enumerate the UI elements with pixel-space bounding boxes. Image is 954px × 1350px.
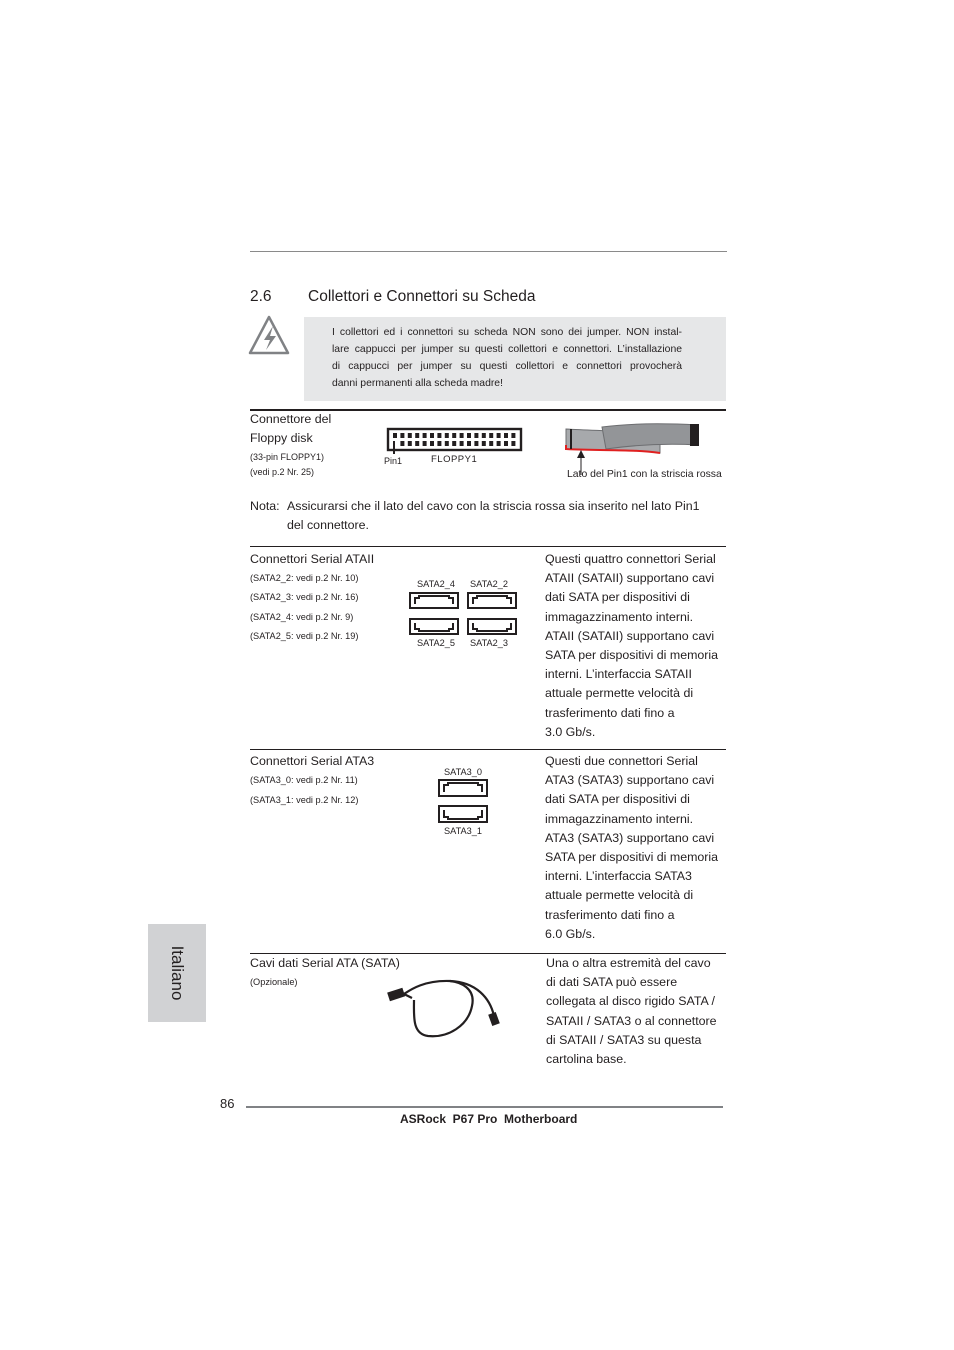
sata2-port-label: SATA2_4 xyxy=(417,579,455,589)
floppy-pin xyxy=(511,433,515,438)
sata2-port-label: SATA2_5 xyxy=(417,638,455,648)
floppy-pin xyxy=(437,433,441,438)
floppy-note-line: Assicurarsi che il lato del cavo con la striscia rossa sia inserito nel lato Pin1 xyxy=(287,499,700,513)
footer-product: ASRock P67 Pro Motherboard xyxy=(400,1112,578,1126)
sata-port-icon xyxy=(467,618,517,635)
sata-port-icon xyxy=(409,618,459,635)
sata2-desc-line: Questi quattro connettori Serial xyxy=(545,552,716,566)
floppy-pin xyxy=(497,433,501,438)
language-side-tab xyxy=(148,924,206,1022)
floppy-title-line: Connettore del xyxy=(250,412,332,426)
sata2-ref-line: (SATA2_2: vedi p.2 Nr. 10) xyxy=(250,573,359,583)
floppy-refs xyxy=(250,450,324,479)
warning-note-text xyxy=(332,324,682,392)
sata-cable-title: Cavi dati Serial ATA (SATA) xyxy=(250,956,400,970)
floppy-pin1-label: Pin1 xyxy=(384,456,403,466)
floppy-pin xyxy=(482,441,486,446)
page-number: 86 xyxy=(220,1096,235,1111)
floppy-pin xyxy=(489,441,493,446)
floppy-pin xyxy=(511,441,515,446)
sata3-desc-line: ATA3 (SATA3) supportano cavi xyxy=(545,830,715,845)
sata2-title: Connettori Serial ATAII xyxy=(250,552,375,566)
floppy-pin xyxy=(467,441,471,446)
sata2-desc-line: attuale permette velocità di xyxy=(545,686,694,701)
top-rule xyxy=(250,251,727,252)
sata3-title: Connettori Serial ATA3 xyxy=(250,754,375,768)
floppy-pin xyxy=(504,441,508,446)
sata-cable-desc-line: collegata al disco rigido SATA / xyxy=(546,994,715,1009)
section-title: Collettori e Connettori su Scheda xyxy=(308,288,536,305)
sata-cable-desc-line: SATAII / SATA3 o al connettore xyxy=(546,1013,717,1028)
sata2-port-label: SATA2_3 xyxy=(470,638,508,648)
sata-cable-sub: (Opzionale) xyxy=(250,977,298,987)
floppy-note-line: del connettore. xyxy=(287,518,369,533)
sata3-desc-line: 6.0 Gb/s. xyxy=(545,926,596,941)
floppy-note-text xyxy=(287,497,700,535)
sata2-desc-line: dati SATA per dispositivi di xyxy=(545,590,690,605)
floppy-pin xyxy=(467,433,471,438)
floppy-pin xyxy=(504,433,508,438)
sata3-refs xyxy=(250,771,358,810)
floppy-pin xyxy=(408,433,412,438)
sata3-desc-line: interni. L’interfaccia SATA3 xyxy=(545,869,692,884)
floppy-pin xyxy=(400,433,404,438)
floppy-pin1-marker xyxy=(393,441,395,454)
sata2-desc-line: ATAII (SATAII) supportano cavi xyxy=(545,628,715,643)
floppy-cable-caption: Lato del Pin1 con la striscia rossa xyxy=(567,469,722,480)
warning-line: danni permanenti alla scheda madre! xyxy=(332,378,503,389)
sata2-desc-line: interni. L’interfaccia SATAII xyxy=(545,667,692,682)
floppy-pin xyxy=(452,433,456,438)
sata2-desc-line: 3.0 Gb/s. xyxy=(545,724,596,739)
floppy-pin xyxy=(400,441,404,446)
floppy-title xyxy=(250,410,331,448)
sata3-ref-line: (SATA3_1: vedi p.2 Nr. 12) xyxy=(250,795,359,805)
warning-line: I collettori ed i connettori su scheda NON sono dei jumper. NON instal- xyxy=(332,327,682,338)
language-tab-label: Italiano xyxy=(168,945,187,1001)
sata3-rule xyxy=(250,749,726,750)
sata2-desc-line: ATAII (SATAII) supportano cavi xyxy=(545,571,715,586)
sata2-port-label: SATA2_2 xyxy=(470,579,508,589)
floppy-pin xyxy=(445,433,449,438)
sata2-ref-line: (SATA2_4: vedi p.2 Nr. 9) xyxy=(250,611,354,622)
floppy-pin xyxy=(415,433,419,438)
floppy-title-line: Floppy disk xyxy=(250,431,313,446)
floppy-pin xyxy=(482,433,486,438)
sata-cable-desc-line: di dati SATA può essere xyxy=(546,975,678,990)
warning-line: lare cappucci per jumper su questi collettori e connettori. L’installazione xyxy=(332,344,682,355)
sata3-desc-line: Questi due connettori Serial xyxy=(545,754,698,768)
floppy-pin xyxy=(393,433,397,438)
sata-cable-icon xyxy=(384,976,512,1042)
sata3-port-label: SATA3_1 xyxy=(444,826,482,836)
floppy-pin xyxy=(474,433,478,438)
sata2-ref-line: (SATA2_3: vedi p.2 Nr. 16) xyxy=(250,592,359,603)
sata2-rule xyxy=(250,546,726,547)
sata3-desc-line: trasferimento dati fino a xyxy=(545,907,675,922)
sata3-desc-line: attuale permette velocità di xyxy=(545,888,694,903)
floppy-pin xyxy=(408,441,412,446)
sata2-refs xyxy=(250,569,358,647)
sata2-desc-line: immagazzinamento interni. xyxy=(545,609,694,624)
sata3-desc-line: dati SATA per dispositivi di xyxy=(545,792,690,807)
sata2-ref-line: (SATA2_5: vedi p.2 Nr. 19) xyxy=(250,631,359,642)
sata2-desc-line: SATA per dispositivi di memoria xyxy=(545,648,719,663)
sata3-description xyxy=(545,752,718,944)
floppy-ref-line: (33-pin FLOPPY1) xyxy=(250,452,325,462)
floppy-pin xyxy=(474,441,478,446)
sata-cable-desc-line: cartolina base. xyxy=(546,1052,627,1067)
warning-line: di cappucci per jumper su questi collettori e connettori provocherà xyxy=(332,361,682,372)
sata3-port-label: SATA3_0 xyxy=(444,767,482,777)
sata-port-icon xyxy=(438,779,488,797)
warning-lightning-icon xyxy=(247,314,291,356)
sata2-desc-line: trasferimento dati fino a xyxy=(545,705,675,720)
floppy-connector-label: FLOPPY1 xyxy=(431,454,478,465)
floppy-pin xyxy=(415,441,419,446)
sata-cable-description xyxy=(546,954,717,1069)
floppy-pin xyxy=(460,441,464,446)
floppy-note-label: Nota: xyxy=(250,499,280,513)
sata3-desc-line: immagazzinamento interni. xyxy=(545,811,694,826)
sata-port-icon xyxy=(467,592,517,609)
floppy-pin xyxy=(460,433,464,438)
floppy-pin xyxy=(445,441,449,446)
floppy-header-diagram xyxy=(384,426,526,454)
floppy-pin xyxy=(452,441,456,446)
floppy-pin xyxy=(437,441,441,446)
sata-port-icon xyxy=(409,592,459,609)
floppy-pin xyxy=(423,433,427,438)
sata3-desc-line: ATA3 (SATA3) supportano cavi xyxy=(545,773,715,788)
floppy-ref-line: (vedi p.2 Nr. 25) xyxy=(250,466,315,477)
sata-cable-desc-line: Una o altra estremità del cavo xyxy=(546,956,711,970)
floppy-pin xyxy=(423,441,427,446)
floppy-pin xyxy=(497,441,501,446)
footer-rule xyxy=(246,1106,723,1108)
floppy-pin xyxy=(489,433,493,438)
floppy-pin xyxy=(430,433,434,438)
sata-port-icon xyxy=(438,805,488,823)
sata-cable-desc-line: di SATAII / SATA3 su questa xyxy=(546,1032,702,1047)
sata3-ref-line: (SATA3_0: vedi p.2 Nr. 11) xyxy=(250,775,358,785)
sata3-desc-line: SATA per dispositivi di memoria xyxy=(545,850,719,865)
sata2-description xyxy=(545,550,718,742)
floppy-pin xyxy=(430,441,434,446)
section-number: 2.6 xyxy=(250,288,272,305)
